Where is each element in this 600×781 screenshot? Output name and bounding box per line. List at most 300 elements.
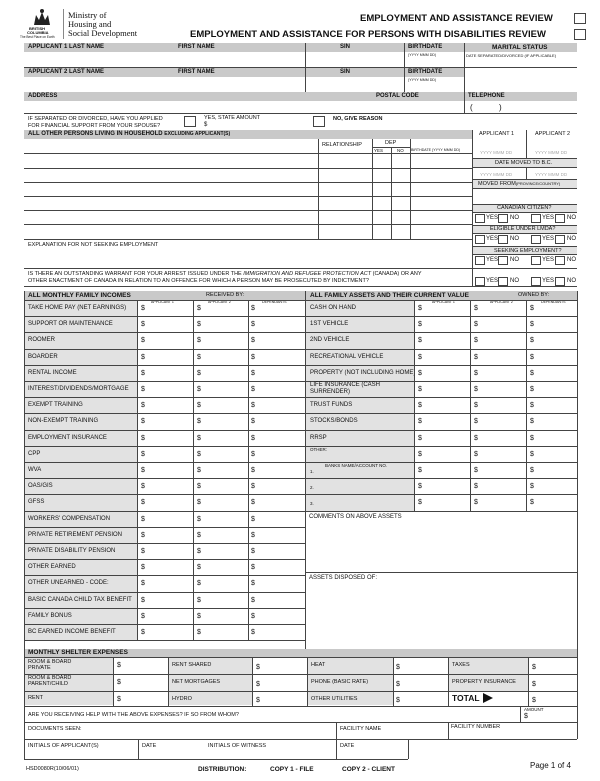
rent-label: RENT <box>28 695 43 701</box>
household-members-table[interactable] <box>24 153 472 239</box>
income-row-label: OTHER UNEARNED - CODE: <box>28 580 109 587</box>
dollar-sign: $ <box>251 580 255 588</box>
asset-amount-input[interactable] <box>530 350 582 365</box>
arrow-right-icon <box>482 692 494 704</box>
app2-moved-placeholder: YYYY MMM DD <box>535 172 568 177</box>
dollar-sign: $ <box>418 402 422 410</box>
dollar-sign: $ <box>251 467 255 474</box>
dollar-sign: $ <box>474 353 478 361</box>
income-amount-input[interactable] <box>251 350 303 365</box>
dollar-sign: $ <box>197 612 201 620</box>
applicant-1-sin-label: SIN <box>340 44 351 50</box>
asset-amount-input[interactable] <box>418 366 470 381</box>
income-row-label: NON-EXEMPT TRAINING <box>28 418 99 425</box>
asset-amount-input[interactable] <box>474 350 526 365</box>
applicant-2-birth-format: (YYYY MMM DD) <box>408 78 437 82</box>
income-row-label: TAKE HOME PAY (NET EARNINGS) <box>28 305 127 311</box>
app2-warrant-yes-label: YES <box>542 278 555 284</box>
income-amount-input[interactable] <box>197 301 249 316</box>
dollar-sign: $ <box>418 499 422 507</box>
assets-disposed-input[interactable] <box>306 582 576 642</box>
app1-warrant-no-checkbox[interactable] <box>498 277 508 286</box>
dollar-sign: $ <box>141 515 145 523</box>
shelter-amount-inputs[interactable] <box>113 657 168 706</box>
income-amount-input[interactable] <box>141 479 193 494</box>
dollar-sign: $ <box>141 450 145 458</box>
ministry-name <box>68 11 137 38</box>
income-amount-input[interactable] <box>251 495 303 510</box>
other-utilities-label: OTHER UTILITIES <box>311 696 358 702</box>
ministry-line-3: Social Development <box>68 27 138 38</box>
address-input[interactable] <box>24 101 577 113</box>
app1-citizen-yes-label: YES <box>486 215 499 221</box>
income-title: ALL MONTHLY FAMILY INCOMES <box>28 292 131 299</box>
asset-amount-input[interactable] <box>474 333 526 348</box>
dollar-sign: $ <box>251 434 255 442</box>
asset-amount-input[interactable] <box>530 301 582 316</box>
app2-citizen-no-label: NO <box>567 215 576 221</box>
app1-warrant-no-label: NO <box>510 278 519 284</box>
dep-no-label: NO <box>397 148 404 153</box>
asset-amount-input[interactable] <box>418 398 470 413</box>
app1-lmda-yes-checkbox[interactable] <box>475 235 485 244</box>
household-title-text: ALL OTHER PERSONS LIVING IN HOUSEHOLD <box>28 131 163 137</box>
dollar-sign: $ <box>141 305 145 312</box>
dollar-sign: $ <box>418 369 422 377</box>
income-amount-input[interactable] <box>197 495 249 510</box>
banks-label: BANKS NAME/ACCOUNT NO. <box>325 463 388 468</box>
income-amount-input[interactable] <box>197 398 249 413</box>
dep-col-label: DEP <box>385 140 397 146</box>
dollar-sign: $ <box>251 515 255 523</box>
dollar-sign: $ <box>141 483 145 491</box>
dollar-sign: $ <box>530 337 534 345</box>
asset-amount-input[interactable] <box>474 301 526 316</box>
asset-row-label: TRUST FUNDS <box>310 402 353 409</box>
dollar-sign: $ <box>251 629 255 636</box>
dollar-sign: $ <box>530 434 534 442</box>
income-row-label: OTHER EARNED <box>28 564 76 571</box>
applicant-2-name-input[interactable] <box>24 77 464 91</box>
income-amount-input[interactable] <box>251 414 303 429</box>
assets-disposed-label: ASSETS DISPOSED OF: <box>309 574 378 581</box>
logo-tagline: The Best Place on Earth <box>20 35 55 39</box>
dollar-sign: $ <box>197 499 201 507</box>
income-amount-input[interactable] <box>141 463 193 478</box>
dep-yes-label: YES <box>374 148 384 153</box>
initials-inputs[interactable] <box>24 749 408 759</box>
logo-text-top: BRITISH <box>29 26 45 31</box>
app2-lmda-yes-checkbox[interactable] <box>531 235 541 244</box>
income-amount-input[interactable] <box>141 576 193 591</box>
asset-amount-input[interactable] <box>418 382 470 397</box>
review-type-2-checkbox[interactable] <box>574 29 586 40</box>
warrant-line-2: OTHER ENACTMENT OF CANADA IN RELATION TO AN OFFENCE FOR WHICH A PERSON MAY BE PROSECUTED BY INDICTMENT? <box>28 278 369 285</box>
dollar-sign: $ <box>418 467 422 474</box>
asset-amount-input[interactable] <box>418 350 470 365</box>
income-amount-input[interactable] <box>197 576 249 591</box>
income-amount-input[interactable] <box>251 431 303 446</box>
help-question-label: ARE YOU RECEIVING HELP WITH THE ABOVE EXPENSES? IF SO FROM WHOM? <box>28 712 239 718</box>
dollar-sign: $ <box>197 321 201 329</box>
moved-bc-label: DATE MOVED TO B.C. <box>495 160 553 166</box>
app2-warrant-no-label: NO <box>567 278 576 284</box>
dollar-sign: $ <box>251 564 255 572</box>
income-amount-input[interactable] <box>141 301 193 316</box>
dollar-sign: $ <box>251 353 255 361</box>
income-row-label: CPP <box>28 450 41 457</box>
dollar-sign: $ <box>256 697 260 704</box>
app1-citizen-yes-checkbox[interactable] <box>475 214 485 223</box>
dollar-sign: $ <box>474 450 478 458</box>
app2-lmda-yes-label: YES <box>542 236 555 242</box>
income-amount-input[interactable] <box>251 560 303 575</box>
spousal-support-no-checkbox[interactable] <box>313 116 325 127</box>
dollar-sign: $ <box>197 450 201 458</box>
moved-from-input[interactable] <box>472 188 577 204</box>
income-amount-input[interactable] <box>197 414 249 429</box>
asset-row-label: LIFE INSURANCE (CASH <box>310 382 381 388</box>
dollar-sign: $ <box>197 418 201 426</box>
app2-lmda-no-label: NO <box>567 236 576 242</box>
received-by-label: RECEIVED BY: <box>206 292 245 298</box>
asset-amount-input[interactable] <box>474 431 526 446</box>
income-amount-input[interactable] <box>197 463 249 478</box>
applicant-2-last-name-label: APPLICANT 2 LAST NAME <box>28 69 105 75</box>
income-amount-input[interactable] <box>197 479 249 494</box>
dollar-sign: $ <box>251 321 255 329</box>
income-amount-input[interactable] <box>251 625 303 640</box>
household-birthdate-label: BIRTHDATE (YYYY MMM DD) <box>411 148 461 152</box>
income-amount-input[interactable] <box>251 463 303 478</box>
income-amount-input[interactable] <box>197 366 249 381</box>
page-number: Page 1 of 4 <box>530 761 571 770</box>
dollar-sign: $ <box>474 321 478 329</box>
income-amount-input[interactable] <box>141 560 193 575</box>
total-label: TOTAL <box>452 693 480 703</box>
app1-warrant-yes-checkbox[interactable] <box>475 277 485 286</box>
explanation-input[interactable] <box>24 248 472 268</box>
income-deps-col: DEPENDANTS <box>262 300 287 304</box>
other-assets-label: OTHER: <box>310 446 328 452</box>
app1-warrant-yes-label: YES <box>486 278 499 284</box>
dollar-sign: $ <box>396 681 400 688</box>
documents-seen-label: DOCUMENTS SEEN: <box>28 726 82 732</box>
app2-seeking-yes-label: YES <box>542 257 555 263</box>
income-amount-input[interactable] <box>197 544 249 559</box>
dollar-sign: $ <box>532 697 536 704</box>
income-amount-input[interactable] <box>251 609 303 624</box>
asset-amount-input[interactable] <box>418 431 470 446</box>
warrant-act-name: IMMIGRATION AND REFUGEE PROTECTION ACT <box>243 271 372 277</box>
app2-warrant-yes-checkbox[interactable] <box>531 277 541 286</box>
dollar-sign: $ <box>251 337 255 345</box>
income-amount-input[interactable] <box>141 528 193 543</box>
distribution-label: DISTRIBUTION: <box>198 766 247 773</box>
form-title-1: EMPLOYMENT AND ASSISTANCE REVIEW <box>360 13 553 24</box>
asset-amount-input[interactable] <box>530 414 582 429</box>
dollar-sign: $ <box>251 369 255 377</box>
facility-number-label: FACILITY NUMBER <box>451 724 501 730</box>
shelter-title: MONTHLY SHELTER EXPENSES <box>28 649 128 656</box>
rbpc-line1: ROOM & BOARD <box>28 675 72 681</box>
household-excluding: EXCLUDING APPLICANT(S) <box>164 131 231 137</box>
app1-lmda-no-checkbox[interactable] <box>498 235 508 244</box>
dollar-sign: $ <box>251 483 255 491</box>
income-amount-input[interactable] <box>197 512 249 527</box>
income-amount-input[interactable] <box>251 576 303 591</box>
household-title <box>28 131 230 138</box>
bank-number: 3. <box>310 501 314 507</box>
applicant-1-name-input[interactable] <box>24 52 464 67</box>
dollar-sign: $ <box>197 402 201 410</box>
dollar-sign: $ <box>197 369 201 377</box>
income-amount-input[interactable] <box>251 528 303 543</box>
dollar-sign: $ <box>141 596 145 604</box>
dollar-sign: $ <box>251 499 255 507</box>
app2-lmda-no-checkbox[interactable] <box>555 235 565 244</box>
applicant-1-first-name-label: FIRST NAME <box>178 44 215 50</box>
income-amount-input[interactable] <box>141 414 193 429</box>
app2-citizen-yes-label: YES <box>542 215 555 221</box>
initials-witness-label: INITIALS OF WITNESS <box>208 743 267 749</box>
income-amount-input[interactable] <box>251 398 303 413</box>
asset-amount-input[interactable] <box>474 317 526 332</box>
income-amount-input[interactable] <box>197 431 249 446</box>
income-amount-input[interactable] <box>197 333 249 348</box>
asset-amount-input[interactable] <box>474 382 526 397</box>
marital-status-label: MARITAL STATUS <box>492 44 548 51</box>
income-amount-input[interactable] <box>141 333 193 348</box>
income-row-label: SUPPORT OR MAINTENANCE <box>28 321 113 328</box>
applicant-2-birthdate-label: BIRTHDATE <box>408 69 443 75</box>
asset-amount-input[interactable] <box>474 398 526 413</box>
income-amount-input[interactable] <box>251 593 303 608</box>
income-amount-input[interactable] <box>141 544 193 559</box>
applicant-1-last-name-label: APPLICANT 1 LAST NAME <box>28 44 105 50</box>
help-amount-label: AMOUNT <box>524 707 544 712</box>
dollar-sign: $ <box>418 450 422 458</box>
app2-citizen-yes-checkbox[interactable] <box>531 214 541 223</box>
dollar-sign: $ <box>117 679 121 686</box>
dollar-sign: $ <box>530 369 534 377</box>
dollar-sign: $ <box>117 662 121 669</box>
income-amount-input[interactable] <box>251 512 303 527</box>
documents-seen-input[interactable] <box>24 722 336 739</box>
dollar-sign: $ <box>474 418 478 426</box>
app2-seeking-yes-checkbox[interactable] <box>531 256 541 265</box>
app1-citizen-no-checkbox[interactable] <box>498 214 508 223</box>
dollar-sign: $ <box>251 596 255 604</box>
owned-by-label: OWNED BY: <box>518 292 550 298</box>
ministry-line-1: Ministry of <box>68 10 107 20</box>
income-amount-input[interactable] <box>197 447 249 462</box>
income-amount-input[interactable] <box>251 479 303 494</box>
app1-seeking-yes-checkbox[interactable] <box>475 256 485 265</box>
no-give-reason-label <box>333 116 383 122</box>
dollar-sign: $ <box>530 321 534 329</box>
dollar-sign: $ <box>197 515 201 523</box>
income-amount-input[interactable] <box>197 528 249 543</box>
income-amount-input[interactable] <box>197 350 249 365</box>
dollar-sign: $ <box>418 483 422 491</box>
app1-moved-placeholder: YYYY MMM DD <box>480 172 513 177</box>
income-amount-input[interactable] <box>251 333 303 348</box>
warrant-line-1b: (CANADA) OR ANY <box>372 271 422 277</box>
income-amount-input[interactable] <box>141 366 193 381</box>
seeking-label: SEEKING EMPLOYMENT? <box>494 248 562 254</box>
app2-warrant-no-checkbox[interactable] <box>555 277 565 286</box>
asset-amount-input[interactable] <box>530 382 582 397</box>
income-amount-input[interactable] <box>251 301 303 316</box>
income-row-label: RENTAL INCOME <box>28 369 77 376</box>
warrant-question <box>28 271 422 285</box>
dollar-sign: $ <box>474 386 478 393</box>
copy-1-label: COPY 1 - FILE <box>270 766 314 773</box>
dollar-sign: $ <box>141 580 145 588</box>
dollar-sign: $ <box>141 548 145 555</box>
income-amount-input[interactable] <box>251 366 303 381</box>
date-1-label: DATE <box>142 743 157 749</box>
income-amount-input[interactable] <box>141 593 193 608</box>
initials-applicant-label: INITIALS OF APPLICANT(S) <box>28 743 99 749</box>
app1-seeking-no-checkbox[interactable] <box>498 256 508 265</box>
asset-amount-input[interactable] <box>418 333 470 348</box>
income-row-label: FAMILY BONUS <box>28 612 72 619</box>
income-amount-input[interactable] <box>141 609 193 624</box>
app1-seeking-no-label: NO <box>510 257 519 263</box>
dollar-sign: $ <box>474 337 478 345</box>
income-amount-input[interactable] <box>251 544 303 559</box>
spousal-amount-dollar: $ <box>204 122 208 128</box>
income-amount-input[interactable] <box>251 447 303 462</box>
asset-amount-input[interactable] <box>474 366 526 381</box>
dollar-sign: $ <box>396 664 400 671</box>
income-amount-input[interactable] <box>197 560 249 575</box>
assets-app1-col: APPLICANT 1 <box>432 300 455 304</box>
app2-birth-placeholder: YYYY MMM DD <box>535 150 568 155</box>
income-amount-input[interactable] <box>141 447 193 462</box>
lmda-label: ELIGIBLE UNDER LMDA? <box>490 226 556 232</box>
citizen-label: CANADIAN CITIZEN? <box>497 205 552 211</box>
relationship-col-label: RELATIONSHIP <box>322 142 362 148</box>
income-amount-input[interactable] <box>197 609 249 624</box>
dollar-sign: $ <box>251 548 255 555</box>
dollar-sign: $ <box>251 402 255 410</box>
asset-row-label: 2ND VEHICLE <box>310 337 350 344</box>
income-amount-input[interactable] <box>141 317 193 332</box>
help-from-input[interactable] <box>24 706 520 722</box>
dollar-sign: $ <box>251 612 255 620</box>
income-amount-input[interactable] <box>141 512 193 527</box>
dollar-sign: $ <box>141 402 145 410</box>
phone-area-close: ) <box>499 103 502 112</box>
dollar-sign: $ <box>141 369 145 377</box>
no-give-reason-text: NO, GIVE REASON <box>333 116 383 122</box>
income-row-label: BASIC CANADA CHILD TAX BENEFIT <box>28 596 132 603</box>
bank-accounts-input[interactable] <box>306 446 414 511</box>
income-amount-input[interactable] <box>141 398 193 413</box>
date-separated-label: DATE SEPARATED/DIVORCED (IF APPLICABLE) <box>466 53 557 58</box>
hydro-label: HYDRO <box>172 696 192 702</box>
dollar-sign: $ <box>197 353 201 361</box>
dollar-sign: $ <box>474 434 478 442</box>
app1-lmda-no-label: NO <box>510 236 519 242</box>
dollar-sign: $ <box>418 337 422 345</box>
income-amount-input[interactable] <box>251 382 303 397</box>
dollar-sign: $ <box>117 696 121 703</box>
dollar-sign: $ <box>197 580 201 588</box>
rent-shared-label: RENT SHARED <box>172 662 212 668</box>
app2-seeking-no-checkbox[interactable] <box>555 256 565 265</box>
asset-amount-input[interactable] <box>418 301 470 316</box>
income-amount-input[interactable] <box>141 350 193 365</box>
asset-amount-input[interactable] <box>418 414 470 429</box>
asset-amount-input[interactable] <box>530 333 582 348</box>
income-row-label: BC EARNED INCOME BENEFIT <box>28 629 116 635</box>
dollar-sign: $ <box>251 450 255 458</box>
asset-amount-input[interactable] <box>530 398 582 413</box>
help-amount-dollar: $ <box>524 713 528 720</box>
income-amount-input[interactable] <box>141 495 193 510</box>
asset-amount-input[interactable] <box>530 366 582 381</box>
dollar-sign: $ <box>530 305 534 312</box>
asset-amount-input[interactable] <box>530 431 582 446</box>
dollar-sign: $ <box>141 418 145 426</box>
income-amount-input[interactable] <box>141 625 193 640</box>
income-row-label: BOARDER <box>28 353 58 360</box>
dollar-sign: $ <box>530 402 534 410</box>
spousal-question-line-1: IF SEPARATED OR DIVORCED, HAVE YOU APPLIED <box>28 116 163 122</box>
asset-amount-input[interactable] <box>530 317 582 332</box>
moved-from-sub: (PROVINCE/COUNTRY) <box>515 181 561 186</box>
income-amount-input[interactable] <box>141 431 193 446</box>
income-amount-input[interactable] <box>197 625 249 640</box>
dollar-sign: $ <box>141 386 145 393</box>
dollar-sign: $ <box>197 564 201 572</box>
dollar-sign: $ <box>251 386 255 393</box>
dollar-sign: $ <box>141 564 145 572</box>
spousal-support-yes-checkbox[interactable] <box>184 116 196 127</box>
applicant-2-sin-label: SIN <box>340 69 351 75</box>
dollar-sign: $ <box>251 305 255 312</box>
app1-lmda-yes-label: YES <box>486 236 499 242</box>
dollar-sign: $ <box>197 386 201 393</box>
income-amount-input[interactable] <box>251 317 303 332</box>
spousal-question-line-2: FOR FINANCIAL SUPPORT FROM YOUR SPOUSE? <box>28 122 161 129</box>
dollar-sign: $ <box>418 386 422 393</box>
income-amount-input[interactable] <box>197 382 249 397</box>
dollar-sign: $ <box>474 483 478 491</box>
income-amount-input[interactable] <box>197 317 249 332</box>
app2-citizen-no-checkbox[interactable] <box>555 214 565 223</box>
review-type-1-checkbox[interactable] <box>574 13 586 24</box>
comments-input[interactable] <box>306 521 576 571</box>
dollar-sign: $ <box>530 483 534 491</box>
dollar-sign: $ <box>141 467 145 474</box>
dollar-sign: $ <box>197 629 201 636</box>
facility-name-label: FACILITY NAME <box>340 726 382 732</box>
income-amount-input[interactable] <box>141 382 193 397</box>
dollar-sign: $ <box>418 353 422 361</box>
warrant-line-1a: IS THERE AN OUTSTANDING WARRANT FOR YOUR ARREST ISSUED UNDER THE <box>28 271 242 277</box>
asset-amount-input[interactable] <box>418 317 470 332</box>
income-amount-input[interactable] <box>197 593 249 608</box>
yes-state-amount-label: YES, STATE AMOUNT <box>204 115 261 121</box>
dollar-sign: $ <box>141 434 145 442</box>
rbp-line2: PRIVATE <box>28 665 51 672</box>
asset-amount-input[interactable] <box>474 414 526 429</box>
